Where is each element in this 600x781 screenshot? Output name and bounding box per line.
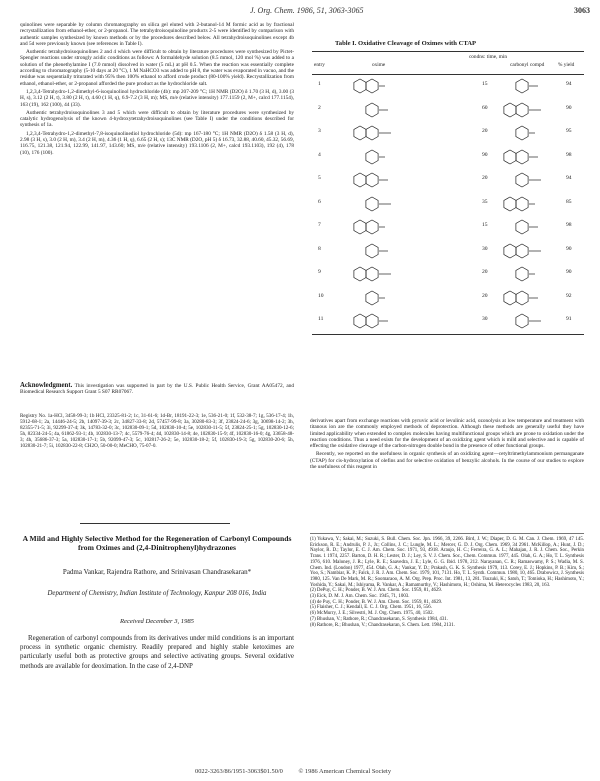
yield-value: 90: [566, 269, 572, 275]
acknowledgment-text: This investigation was supported in part by the U.S. Public Health Service, Grant AA05472, and Biomedical Research Support Grant 5 S07 RR07067.: [20, 383, 294, 396]
structure-drawing: [502, 75, 562, 97]
entry-number: 7: [318, 222, 321, 228]
table-header: [312, 52, 584, 74]
structure-drawing: [352, 240, 412, 262]
table-row: [312, 169, 584, 193]
footer-code: 0022-3263/86/1951-3063$01.50/0: [195, 768, 283, 775]
yield-value: 85: [566, 198, 572, 205]
table-row: [312, 99, 584, 123]
reaction-time: 15: [482, 222, 488, 228]
right-column-text: [310, 418, 584, 472]
structure-drawing: [352, 310, 412, 332]
structure-drawing: [502, 169, 562, 191]
article-title: A Mild and Highly Selective Method for the Regeneration of Carbonyl Compounds from Oximes and (2,4-Dinitrophenyl)hydrazones: [22, 534, 292, 552]
table-row: [312, 193, 584, 217]
table-row: [312, 310, 584, 334]
paragraph: 1,2,3,4-Tetrahydro-1,2-dimethyl-6-isoquinolinol hydrochloride (4b): mp 207-209 °C; 1H NMR (D2O) δ 1.70 (3 H, d), 3.00 (3 H, s), 3.12 (2 H, t), 3.80 (2 H, t), 4.60 (1 H, q), 6.9-7.2 (3 H, m); MS, m/e (relative intensity) 177.1159 (2, M+, calcd 177.1154), 163 (19), 162 (100), 44 (33).: [20, 88, 294, 108]
paragraph: Authentic tetrahydroisoquinolines 2 and 4 which were difficult to obtain by literature procedures were synthesized by Pictet-Spengler reactions under strongly acidic conditions as follows: A formaldehyde solution (8.5 mmol, 120 mol %) was added to a solution of the phenethylamine I (7.0 mmol) dissolved in water (5 mL) at pH 0.5. When the reaction was essentially complete according to chromatography (5-10 days at 20 °C), 1 M NaHCO3 was added to pH 8, the water was evaporated in vacuo, and the residue was sequentially triturated with 95% then 100% ethanol to afford crude product (80-100% yield). Recrystallization from ethanol, ethanol-ether, or 2-propanol afforded the pure product as the hydrochloride salt.: [20, 49, 294, 87]
reaction-time: 15: [482, 81, 488, 87]
structure-drawing: [352, 193, 412, 215]
reference-item: (1) Yukawa, Y.; Sakai, M.; Suzuki, S. Bull. Chem. Soc. Jpn. 1966, 39, 2266. Bird, J. W.; Diaper, D. G. M. Can. J. Chem. 1969, 47 145. Erickson, R. E.; Andrulis, P. J., Jr.; Collins, J. C.; Lungle, M. L.; Mercer, G. D. J. Org. Chem. 1969, 34 2961. McKillop, A.; Hunt, J. D.; Naylor, R. D.; Taylor, E. C. J. Am. Chem. Soc. 1971, 93, 4918. Araujo, H. C.; Ferreira, G. A. L.; Mahajan, J. R. J. Chem. Soc., Perkin Trans. 1 1974, 2257. Barton, D. H. R.; Lester, D. J.; Ley, S. V. J. Chem. Soc., Chem. Commun. 1977, 445. Olah, G. A.; Ho, T. L. Synthesis 1976, 610. Maloney, J. R.; Lyle, R. E.; Saavedra, J. E.; Lyle, G. G. Ibid. 1978, 212. Narayanan, C. R.; Ramaswamy, P. S.; Wadia, M. S. Chem. Ind. (London) 1977, 454. Olah, G. A.; Vankar, Y. D.; Prakash, G. K. S. Synthesis 1979, 113. Corey, E. J.; Hopkins, P. B.; Kim, S.; Yoo, S.; Nambiar, K. P.; Falck, J. R. J. Am. Chem. Soc. 1979, 101, 7131. Ho, T. L. Synth. Commun. 1980, 10, 465. Drabowicz, J. Synthesis 1980, 125. Van De Mark, M. R.; Soomaraoo, A. M. Org. Prep. Proc. Int. 1981, 13, 281. Tsuzuki, K.; Satoh, T.; Tomioka, H.; Hashimoto, Y.; Yoshida, Y.; Sakai, M.; Ishiyama, R. Vankar, A.; Ramamurthy, V.; Hashimoto, H.; Oshima, M. Heterocycles 1983, 20, 163.: [310, 537, 584, 588]
table-row: [312, 263, 584, 287]
yield-value: 98: [566, 151, 572, 158]
structure-drawing: [502, 310, 562, 332]
table-bottom-rule: [312, 334, 584, 335]
entry-number: 11: [318, 316, 324, 322]
entry-number: 3: [318, 128, 321, 134]
received-date: Received December 3, 1985: [120, 618, 194, 625]
reference-item: (4) de Puy, C. H.; Ponder, B. W. J. Am. Chem. Soc. 1959, 81, 4629.: [310, 599, 443, 605]
entry-number: 1: [318, 81, 321, 87]
yield-value: 91: [566, 316, 572, 322]
reference-item: (6) McMurry, J. E.; Silvestri, M. J. Org. Chem. 1975, 40, 1502.: [310, 611, 434, 617]
article-affiliation: Department of Chemistry, Indian Institute of Technology, Kanpur 208 016, India: [47, 590, 267, 597]
structure-drawing: [352, 146, 412, 168]
table-row: [312, 146, 584, 170]
reaction-time: 20: [482, 269, 488, 275]
reference-item: (8) Rathore, R.; Bhushan, V.; Chandrasekaran, S. Chem. Lett. 1984, 2131.: [310, 622, 455, 628]
col-conditions: condns: time, min: [468, 54, 508, 60]
left-column-text: [20, 22, 294, 158]
article-authors: Padma Vankar, Rajendra Rathore, and Srinivasan Chandrasekaran*: [62, 568, 252, 576]
entry-number: 8: [318, 245, 321, 252]
entry-number: 9: [318, 269, 321, 275]
structure-drawing: [502, 122, 562, 144]
entry-number: 10: [318, 292, 324, 299]
table-row: [312, 287, 584, 311]
reaction-time: 20: [482, 175, 488, 181]
references: [310, 533, 584, 628]
col-yield: % yield: [558, 62, 575, 68]
yield-value: 94: [566, 175, 572, 181]
yield-value: 94: [566, 81, 572, 87]
col-oxime: oxime: [372, 62, 386, 68]
col-entry: entry: [314, 62, 325, 68]
structure-drawing: [352, 169, 412, 191]
table-body: [312, 75, 584, 334]
yield-value: 90: [566, 104, 572, 111]
reference-item: (5) Flaisher, C. J.; Kendall, E. C. J. Org. Chem. 1951, 16, 556.: [310, 605, 432, 611]
yield-value: 95: [566, 128, 572, 134]
page-number: 3063: [574, 6, 590, 15]
page-footer: [195, 768, 405, 775]
structure-drawing: [352, 216, 412, 238]
reaction-time: 35: [482, 198, 488, 205]
structure-drawing: [502, 263, 562, 285]
entry-number: 4: [318, 151, 321, 158]
table-row: [312, 75, 584, 99]
section-divider: [80, 523, 230, 524]
structure-drawing: [502, 216, 562, 238]
structure-drawing: [352, 263, 412, 285]
reference-item: (2) DePuy, C. H.; Ponder, B. W. J. Am. Chem. Soc. 1959, 81, 4629.: [310, 588, 443, 594]
structure-drawing: [352, 75, 412, 97]
acknowledgment-heading: Acknowledgment.: [20, 382, 73, 389]
structure-drawing: [502, 99, 562, 121]
article-abstract: Regeneration of carbonyl compounds from its derivatives under mild conditions is an important process in synthetic organic chemistry. Readily prepared and highly stable ketoximes are particularly useful both as protective groups and selective activating groups. Several oxidative methods are available for deoximation. In the case of 2,4-DNP: [20, 635, 294, 670]
reaction-time: 30: [482, 245, 488, 252]
entry-number: 6: [318, 198, 321, 205]
entry-number: 5: [318, 175, 321, 181]
col-carbonyl: carbonyl compd: [510, 62, 545, 68]
structure-drawing: [352, 287, 412, 309]
structure-drawing: [352, 99, 412, 121]
paragraph: quinolines were separable by column chromatography on silica gel eluted with 2-butanol-14 M formic acid as by fractional recrystallization from ethanol-ether, or 2-propanol. The tetrahydroisoquinoline products 2-5 were identified by comparison with authentic samples synthesized by known methods or by the procedures described below. All tetrahydroisoquinolines except 4b and 5d were previously known (see references in Table I).: [20, 22, 294, 47]
paragraph: Authentic tetrahydroisoquinolines 3 and 5 which were difficult to obtain by literature procedures were synthesized by catalytic hydrogenolysis of the known 4-hydroxytetrahydroisoquinolines (see Table I) under the conditions described for synthesis of 1a.: [20, 109, 294, 129]
reaction-time: 60: [482, 104, 488, 111]
registry-numbers: Registry No. 1a-HCl, 3458-99-3; 1b HCl, 23325-81-2; 1c, 31-61-6; 1d-Br, 18191-22-3; 1e, 536-21-0; 1f, 532-38-7; 1g, 536-17-4; 1h, 5912-68-1; 2a, 14446-24-5; 2b, 14097-39-3; 2c, 34827-33-8; 2d, 57457-99-8; 3a, 30280-83-3; 3f, 23824-24-6; 3g, 30698-14-2; 3h, 82355-71-5; 3i, 92299-37-4; 3k, 14783-32-0; 3c, 102830-09-1; 5d, 102830-10-4; 5e, 102830-11-5; 5f, 23824-25-1; 5g, 102830-12-6; 5h, 82334-24-5; 4a, 61862-93-1; 4b, 102830-13-7; 4c, 5579-76-4; 4d, 102830-14-8; 4e, 102830-15-9; 4f, 102830-16-0; 4g, 33658-48-3; 4h, 35686-37-3; 5a, 102830-17-1; 5b, 92099-47-3; 5c, 102817-26-2; 5e, 102830-18-2; 5f, 102830-19-3; 5g, 102830-20-6; 5h, 102830-21-7; 5i, 102830-22-8; CH2O, 50-00-0; MeCHO, 75-07-0.: [20, 413, 294, 449]
acknowledgment: [20, 383, 294, 396]
structure-drawing: [502, 146, 562, 168]
yield-value: 98: [566, 222, 572, 228]
table-row: [312, 122, 584, 146]
paragraph: Recently, we reported on the usefulness in organic synthesis of an oxidizing agent—cetyltrimethylammonium permanganate (CTAP) for cis-hydroxylation of olefins and for selective oxidation of benzylic alcohols. In the course of our studies to explore the usefulness of this reagent in: [310, 451, 584, 471]
reference-item: (7) Bhushan, V.; Rathore, R.; Chandrasekaran, S. Synthesis 1984, 431.: [310, 616, 448, 622]
paragraph: 1,2,3,4-Tetrahydro-1,2-dimethyl-7,8-isoquinolinediol hydrochloride (5d): mp 167-180 °C; 1H NMR (D2O) δ 1.58 (3 H, d), 2.98 (3 H, s), 3.0 (2 H, m), 3.4 (2 H, m), 4.36 (1 H, q), 6.65 (2 H, s); 13C NMR (D2O, pH 5) δ 16.73, 32.88, 40.60, 45.32, 56.69, 116.75, 121.38, 121.94, 122.99, 141.97, 143.60; MS, m/e (relative intensity) 193.1106 (2, M+, calcd 193.1103), 192 (4), 178 (10), 176 (100).: [20, 130, 294, 156]
structure-drawing: [502, 240, 562, 262]
paragraph: derivatives apart from exchange reactions with pyruvic acid or levulinic acid, ozonolysis at low temperature and treatment with titanous ion are the commonly employed methods of deprotection. Although these methods are generally useful they have limited applicability when extended to complex molecules having multifunctional groups which are prone to oxidation under the reaction conditions. Thus a need exists for the development of an oxidizing agent which is mild and selective and is capable of effecting the oxidative cleavage of the carbon-nitrogen double bond in the presence of other functional groups.: [310, 418, 584, 450]
structure-drawing: [502, 287, 562, 309]
entry-number: 2: [318, 104, 321, 111]
reaction-time: 20: [482, 128, 488, 134]
reaction-time: 30: [482, 316, 488, 322]
reference-item: (3) Eick, D. M. J. Am. Chem. Soc. 1945, 71, 1003.: [310, 594, 410, 600]
yield-value: 90: [566, 245, 572, 252]
table-row: [312, 240, 584, 264]
yield-value: 92: [566, 292, 572, 299]
reaction-time: 90: [482, 151, 488, 158]
structure-drawing: [502, 193, 562, 215]
journal-citation: J. Org. Chem. 1986, 51, 3063-3065: [250, 6, 364, 15]
table-caption: Table I. Oxidative Cleavage of Oximes with CTAP: [335, 40, 477, 47]
table-row: [312, 216, 584, 240]
footer-copyright: © 1986 American Chemical Society: [298, 768, 392, 775]
reaction-time: 20: [482, 292, 488, 299]
oxime-cleavage-table: [312, 51, 584, 335]
structure-drawing: [352, 122, 412, 144]
